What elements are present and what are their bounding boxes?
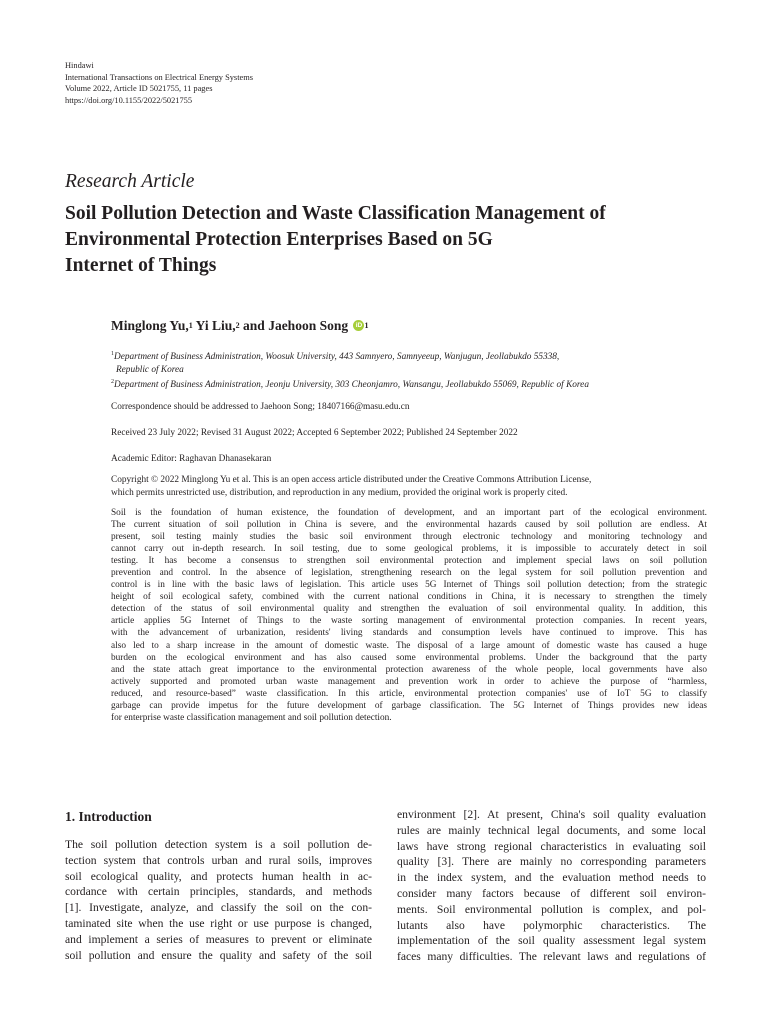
abstract-line: prevention and control. In the absence of legislation, strengthening research on the legal system for soil pollution prevention and [111, 568, 707, 579]
body-line: tection system that controls urban and rural soils, improves [65, 853, 372, 867]
copyright-line: Copyright © 2022 Minglong Yu et al. This is an open access article distributed under the Creative Commons Attribution License, [111, 475, 592, 485]
abstract-line: The current situation of soil pollution in China is severe, and the environmental hazards caused by soil pollution are endless. At [111, 520, 707, 531]
abstract-line: burden on the ecological environment and has also caused some environmental problems. Under the background that the party [111, 652, 707, 663]
abstract-line: for enterprise waste classification management and soil pollution detection. [111, 712, 392, 723]
affil-text: Republic of Korea [116, 364, 184, 375]
article-title [65, 201, 725, 279]
abstract-line: detection of the status of soil environmental quality and strengthen the evaluation of soil environmental quality. In addition, this [111, 604, 707, 615]
abstract-line: actively supported and promoted urban waste management and prevention work in order to achieve the purpose of “harmless, [111, 676, 707, 687]
affil-text: Department of Business Administration, Jeonju University, 303 Cheonjamro, Wansangu, Jeollabukdo 55069, Republic of Korea [114, 380, 589, 391]
body-line: and implement a series of measures to prevent or eliminate [65, 932, 372, 946]
body-line: rules are mainly technical legal documents, and some local [397, 823, 706, 837]
academic-editor: Academic Editor: Raghavan Dhanasekaran [111, 454, 272, 464]
volume-info: Volume 2022, Article ID 5021755, 11 pages [65, 84, 213, 94]
abstract-line: height of soil ecological safety, combined with the current national conditions in China, it is necessary to strengthen the timely [111, 592, 707, 603]
body-line: lutants also have polymorphic characteristics. The [397, 918, 706, 932]
body-line: quality [3]. There are mainly no corresponding parameters [397, 855, 706, 869]
correspondence: Correspondence should be addressed to Jaehoon Song; 18407166@masu.edu.cn [111, 402, 410, 412]
copyright-line: which permits unrestricted use, distribution, and reproduction in any medium, provided the original work is properly cited. [111, 488, 568, 498]
copyright-notice [111, 474, 591, 500]
author-name: and Jaehoon Song [243, 318, 349, 333]
body-line: cordance with certain principles, standards, and methods [65, 885, 372, 899]
affil-mark: 2 [111, 379, 114, 385]
orcid-icon[interactable]: iD [353, 320, 364, 331]
affiliation-2 [111, 376, 589, 392]
article-type: Research Article [65, 171, 195, 192]
abstract-line: with the advancement of urbanization, residents' living standards and consumption levels have continued to improve. This has [111, 628, 707, 639]
publication-dates: Received 23 July 2022; Revised 31 August 2022; Accepted 6 September 2022; Published 24 September 2022 [111, 428, 518, 438]
section-heading: 1. Introduction [65, 809, 152, 824]
abstract-line: article applies 5G Internet of Things to the waste sorting management of environmental protection companies. In recent years, [111, 616, 707, 627]
right-column [397, 807, 706, 965]
abstract-line: also led to a sharp increase in the amount of domestic waste. The disposal of a large amount of domestic waste has caused a huge [111, 640, 707, 651]
journal-info [65, 60, 253, 106]
abstract-line: and the state attach great importance to the environmental protection awareness of the whole people, local governments have also [111, 664, 707, 675]
body-line: [1]. Investigate, analyze, and classify the soil on the con- [65, 901, 372, 915]
body-line: ments. Soil environmental pollution is complex, and pol- [397, 902, 706, 916]
author-name: Minglong Yu, [111, 318, 189, 333]
affil-text: Department of Business Administration, Woosuk University, 443 Samnyero, Samnyeeup, Wanjugun, Jeollabukdo 55338, [114, 352, 560, 363]
body-line: consider many factors because of different soil environ- [397, 886, 706, 900]
publisher-name: Hindawi [65, 61, 94, 70]
body-line: in the index system, and the evaluation method needs to [397, 871, 706, 885]
left-column [65, 837, 372, 963]
author-affil-mark: 2 [235, 321, 240, 330]
body-line: soil pollution and ensure the quality and safety of the soil [65, 948, 372, 962]
abstract-line: present, soil testing mainly studies the basic soil environment through electronic technology and monitoring technology and [111, 532, 707, 543]
abstract-line: Soil is the foundation of human existence, the foundation of development, and an important part of the ecological environment. [111, 508, 707, 518]
title-line: Internet of Things [65, 255, 217, 276]
abstract-line: reduced, and resource-based” waste classification. In this article, environmental protection companies' use of IoT 5G to classify [111, 688, 707, 699]
affiliation-1 [111, 348, 559, 376]
title-line: Soil Pollution Detection and Waste Classification Management of [65, 203, 606, 224]
journal-name: International Transactions on Electrical Energy Systems [65, 72, 254, 82]
title-line: Environmental Protection Enterprises Based on 5G [65, 229, 493, 250]
body-line: soil ecological quality, and protects human health in ac- [65, 869, 372, 883]
body-line: The soil pollution detection system is a soil pollution de- [65, 838, 372, 851]
abstract-line: cannot carry out in-depth research. In soil testing, due to some geological problems, it is impossible to accurately detect in soil [111, 544, 707, 555]
author-affil-mark: 1 [188, 321, 193, 330]
doi-link[interactable]: https://doi.org/10.1155/2022/5021755 [65, 95, 193, 105]
body-line: implementation of the soil quality assessment legal system [397, 934, 706, 948]
affil-mark: 1 [111, 351, 114, 357]
body-line: laws have strong regional characteristics in evaluating soil [397, 839, 706, 853]
author-list [111, 318, 368, 334]
abstract-line: garbage can provide impetus for the future development of garbage classification. The 5G Internet of Things provides new ideas [111, 700, 707, 711]
body-line: environment [2]. At present, China's soil quality evaluation [397, 808, 706, 821]
body-line: taminated site when the use right or use purpose is changed, [65, 916, 372, 930]
author-affil-mark: 1 [364, 321, 369, 330]
body-line: faces many difficulties. The relevant laws and regulations of [397, 950, 706, 964]
author-name: Yi Liu, [195, 318, 236, 333]
abstract-line: control is in line with the basic laws of legislation. This article uses 5G Internet of Things soil pollution detection; from the strategic [111, 580, 707, 591]
abstract [111, 507, 707, 724]
abstract-line: testing. It has become a consensus to strengthen soil environmental protection and implement special laws on soil pollution [111, 556, 707, 567]
